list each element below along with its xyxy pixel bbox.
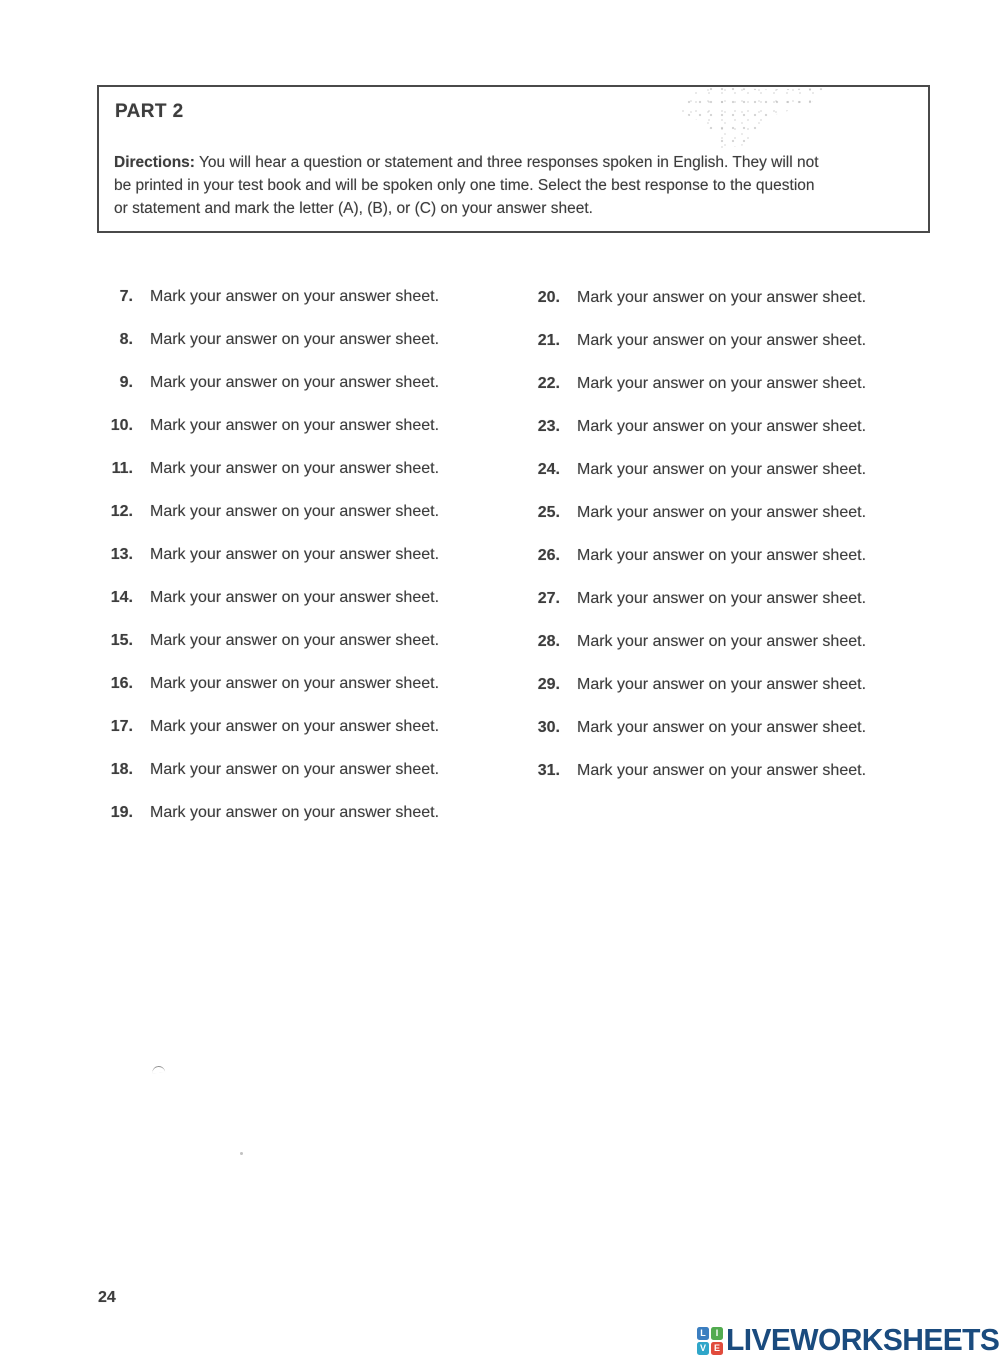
question-number: 8. [119, 331, 133, 348]
question-row [105, 760, 439, 779]
question-text: Mark your answer on your answer sheet. [577, 719, 867, 736]
question-row [532, 503, 866, 522]
question-number: 18. [110, 761, 133, 778]
question-number: 17. [110, 718, 133, 735]
question-number: 30. [537, 719, 560, 736]
question-row [532, 417, 866, 436]
question-text: Mark your answer on your answer sheet. [577, 461, 867, 478]
question-row [105, 588, 439, 607]
question-row [532, 288, 866, 307]
question-text: Mark your answer on your answer sheet. [150, 331, 440, 348]
question-number: 11. [111, 460, 133, 477]
brand-text: LIVEWORKSHEETS [726, 1323, 1000, 1358]
question-row [105, 803, 439, 822]
question-text: Mark your answer on your answer sheet. [577, 633, 867, 650]
question-row [105, 545, 439, 564]
question-row [532, 718, 866, 737]
directions-line-2: be printed in your test book and will be spoken only one time. Select the best response to the question [114, 177, 815, 194]
page-number: 24 [98, 1289, 116, 1306]
question-text: Mark your answer on your answer sheet. [577, 762, 867, 779]
question-row [105, 330, 439, 349]
directions-line-1: Directions: You will hear a question or statement and three responses spoken in English. They will not [114, 154, 819, 171]
liveworksheets-logo-icon [697, 1327, 723, 1355]
question-number: 13. [110, 546, 133, 563]
question-row [532, 374, 866, 393]
question-text: Mark your answer on your answer sheet. [150, 804, 440, 821]
directions-box [97, 85, 930, 233]
question-text: Mark your answer on your answer sheet. [577, 676, 867, 693]
question-text: Mark your answer on your answer sheet. [577, 332, 867, 349]
question-row [532, 589, 866, 608]
logo-letter-square: V [697, 1342, 709, 1355]
question-text: Mark your answer on your answer sheet. [150, 288, 440, 305]
question-text: Mark your answer on your answer sheet. [150, 675, 440, 692]
question-row [105, 717, 439, 736]
questions-left-column [105, 287, 439, 846]
question-number: 26. [537, 547, 560, 564]
question-number: 31. [537, 762, 560, 779]
scan-artifact-dot [240, 1152, 243, 1155]
question-text: Mark your answer on your answer sheet. [150, 503, 440, 520]
question-row [532, 331, 866, 350]
question-number: 22. [537, 375, 560, 392]
directions-label: Directions: [114, 154, 195, 171]
question-number: 24. [537, 461, 560, 478]
question-text: Mark your answer on your answer sheet. [577, 418, 867, 435]
question-text: Mark your answer on your answer sheet. [150, 718, 440, 735]
question-number: 23. [537, 418, 560, 435]
question-number: 21. [537, 332, 560, 349]
logo-letter-square: I [711, 1327, 723, 1340]
question-number: 12. [110, 503, 133, 520]
question-number: 27. [537, 590, 560, 607]
question-text: Mark your answer on your answer sheet. [150, 632, 440, 649]
question-row [105, 287, 439, 306]
question-text: Mark your answer on your answer sheet. [577, 289, 867, 306]
question-number: 19. [110, 804, 133, 821]
question-text: Mark your answer on your answer sheet. [577, 375, 867, 392]
question-row [105, 502, 439, 521]
question-row [532, 675, 866, 694]
scan-artifact-tilde [152, 1066, 165, 1074]
question-text: Mark your answer on your answer sheet. [577, 504, 867, 521]
directions-line-3: or statement and mark the letter (A), (B), or (C) on your answer sheet. [114, 200, 593, 217]
question-text: Mark your answer on your answer sheet. [150, 589, 440, 606]
question-text: Mark your answer on your answer sheet. [577, 590, 867, 607]
question-number: 15. [110, 632, 133, 649]
question-row [532, 546, 866, 565]
question-row [105, 459, 439, 478]
question-number: 28. [537, 633, 560, 650]
question-row [532, 761, 866, 780]
question-text: Mark your answer on your answer sheet. [577, 547, 867, 564]
question-row [105, 631, 439, 650]
question-text: Mark your answer on your answer sheet. [150, 460, 440, 477]
directions-text [114, 151, 819, 220]
logo-letter-square: E [711, 1342, 723, 1355]
questions-right-column [532, 288, 866, 804]
question-number: 10. [110, 417, 133, 434]
question-row [105, 674, 439, 693]
question-row [532, 460, 866, 479]
part-title: PART 2 [115, 101, 184, 122]
question-number: 25. [537, 504, 560, 521]
question-text: Mark your answer on your answer sheet. [150, 546, 440, 563]
question-number: 29. [537, 676, 560, 693]
logo-letter-square: L [697, 1327, 709, 1340]
question-text: Mark your answer on your answer sheet. [150, 417, 440, 434]
liveworksheets-logo[interactable] [697, 1325, 999, 1357]
question-number: 9. [119, 374, 133, 391]
question-text: Mark your answer on your answer sheet. [150, 374, 440, 391]
question-number: 20. [537, 289, 560, 306]
question-number: 14. [110, 589, 133, 606]
question-number: 16. [110, 675, 133, 692]
question-row [105, 416, 439, 435]
question-text: Mark your answer on your answer sheet. [150, 761, 440, 778]
question-row [105, 373, 439, 392]
question-number: 7. [119, 288, 133, 305]
question-row [532, 632, 866, 651]
